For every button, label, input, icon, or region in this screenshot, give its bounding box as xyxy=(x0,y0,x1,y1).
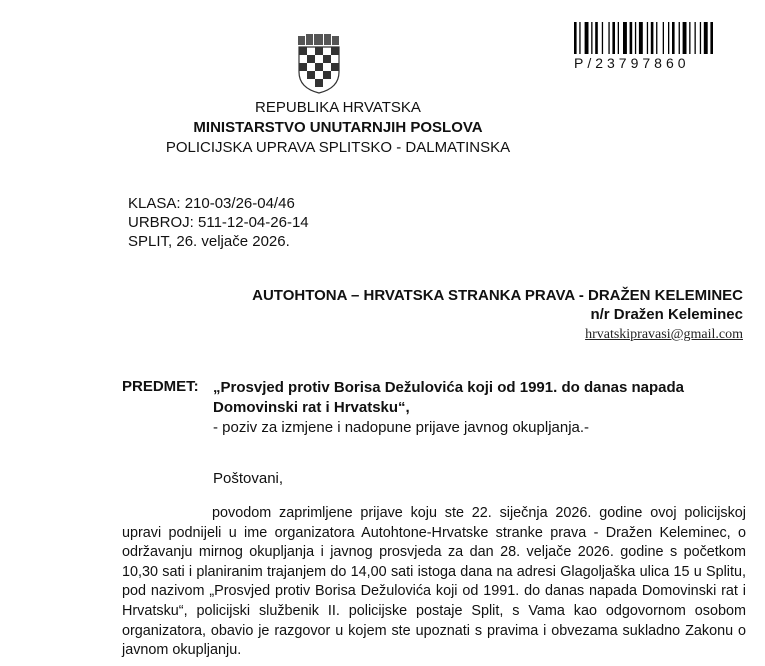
subject-label: PREDMET: xyxy=(122,378,199,395)
subject-subtitle: - poziv za izmjene i nadopune prijave javnog okupljanja.- xyxy=(213,419,590,436)
header-police-administration: POLICIJSKA UPRAVA SPLITSKO - DALMATINSKA xyxy=(165,139,511,156)
coat-of-arms-icon xyxy=(296,34,342,94)
header-republic: REPUBLIKA HRVATSKA xyxy=(255,99,421,116)
body-text: povodom zaprimljene prijave koju ste 22. siječnja 2026. godine ovoj policijskoj upravi podnijeli u ime organizatora Autohtone-Hrvatske stranke prava - Dražen Keleminec, o održavanju mirnog okupljanja i javnog prosvjeda za dan 28. veljače 2026. godine s početkom 10,30 sati i planiranim trajanjem do 14,00 sati istoga dana na adresi Glagoljaška ulica 15 u Splitu, pod nazivom „Prosvjed protiv Borisa Dežulovića koji od 1991. do danas napada Domovinski rat i Hrvatsku“, policijski službenik II. policijske postaje Split, s Vama kao odgovornom osobom organizatora, obavio je razgovor u kojem ste upoznati s pravima i obvezama sukladno Zakonu o javnom okupljanju. xyxy=(122,505,746,659)
recipient-attention: n/r Dražen Keleminec xyxy=(590,306,743,323)
body-paragraph xyxy=(122,504,746,661)
recipient-email-link[interactable]: hrvatskipravasi@gmail.com xyxy=(585,327,743,342)
greeting: Poštovani, xyxy=(213,470,284,487)
subject-block xyxy=(213,378,753,438)
recipient-organization: AUTOHTONA – HRVATSKA STRANKA PRAVA - DRAŽEN KELEMINEC xyxy=(252,287,743,304)
klasa-line: KLASA: 210-03/26-04/46 xyxy=(128,195,295,212)
subject-title: „Prosvjed protiv Borisa Dežulovića koji od 1991. do danas napada Domovinski rat i Hrvatsku“, xyxy=(213,379,684,416)
urbroj-line: URBROJ: 511-12-04-26-14 xyxy=(128,214,309,231)
place-date-line: SPLIT, 26. veljače 2026. xyxy=(128,233,290,250)
barcode-number: P/23797860 xyxy=(574,54,746,72)
header-ministry: MINISTARSTVO UNUTARNJIH POSLOVA xyxy=(193,119,483,136)
